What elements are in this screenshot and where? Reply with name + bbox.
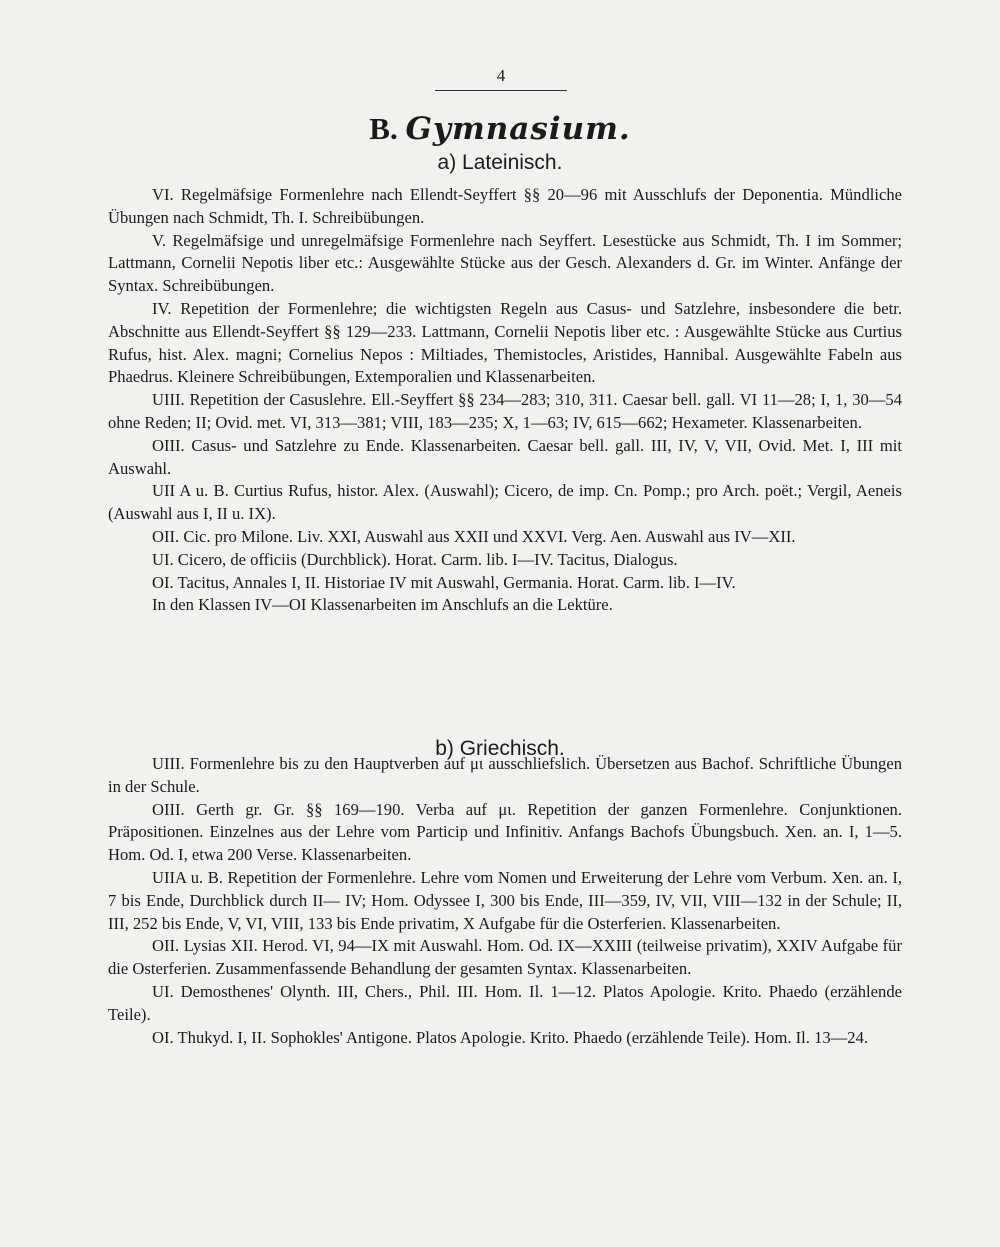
latin-paragraph: VI. Regelmäfsige Formenlehre nach Ellendt-Seyffert §§ 20—96 mit Ausschlufs der Deponentia. Mündliche Übungen nach Schmidt, Th. I. Schreibübungen. [108,185,902,227]
latin-section [108,184,902,617]
latin-paragraph: IV. Repetition der Formenlehre; die wichtigsten Regeln aus Casus- und Satzlehre, insbesondere die betr. Abschnitte aus Ellendt-Seyffert §§ 129—233. Lattmann, Cornelii Nepotis liber etc. : Ausgewählte Stücke aus Curtius Rufus, hist. Alex. magni; Cornelius Nepos : Miltiades, Themistocles, Aristides, Hannibal. Ausgewählte Fabeln aus Phaedrus. Kleinere Schreibübungen, Extemporalien und Klassenarbeiten. [108,298,902,387]
latin-paragraph: OIII. Casus- und Satzlehre zu Ende. Klassenarbeiten. Caesar bell. gall. III, IV, V, VII, Ovid. Met. I, III mit Auswahl. [108,435,902,478]
latin-paragraph: V. Regelmäfsige und unregelmäfsige Formenlehre nach Seyffert. Lesestücke aus Schmidt, Th. I im Sommer; Lattmann, Cornelii Nepotis liber etc.: Ausgewählte Stücke aus der Gesch. Alexanders d. Gr. im Winter. Anfänge der Syntax. Schreibübungen. [108,230,902,296]
latin-paragraph: In den Klassen IV—OI Klassenarbeiten im Anschlufs an die Lektüre. [152,595,613,615]
greek-paragraph: UIIA u. B. Repetition der Formenlehre. Lehre vom Nomen und Erweiterung der Lehre vom Verbum. Xen. an. I, 7 bis Ende, Durchblick durch II— IV; Hom. Odyssee I, 300 bis Ende, III—359, IV, VII, VIII—132 in der Schule; II, III, 252 bis Ende, V, VI, VIII, 133 bis Ende privatim, X Aufgabe für die Osterferien. Klassenarbeiten. [108,867,902,933]
greek-paragraph: OII. Lysias XII. Herod. VI, 94—IX mit Auswahl. Hom. Od. IX—XXIII (teilweise privatim), XXIV Aufgabe für die Osterferien. Zusammenfassende Behandlung der gesamten Syntax. Klassenarbeiten. [108,936,902,979]
greek-paragraph: UI. Demosthenes' Olynth. III, Chers., Phil. III. Hom. Il. 1—12. Platos Apologie. Krito. Phaedo (erzählende Teile). [108,981,902,1024]
section-title-letter: B. [369,111,398,146]
header-rule [435,90,567,91]
page-number: 4 [496,66,506,85]
greek-paragraph: OI. Thukyd. I, II. Sophokles' Antigone. Platos Apologie. Krito. Phaedo (erzählende Teile). Hom. Il. 13—24. [152,1027,869,1047]
latin-heading: a) Lateinisch. [437,151,563,174]
latin-paragraph: UIII. Repetition der Casuslehre. Ell.-Seyffert §§ 234—283; 310, 311. Caesar bell. gall. VI 11—28; I, 1, 30—54 ohne Reden; II; Ovid. met. VI, 313—381; VIII, 183—235; X, 1—63; IV, 615—662; Hexameter. Klassenarbeiten. [108,390,902,432]
section-title-word: Gymnasium. [405,111,631,147]
greek-heading: b) Griechisch. [435,737,565,760]
greek-paragraph: OIII. Gerth gr. Gr. §§ 169—190. Verba auf μι. Repetition der ganzen Formenlehre. Conjunktionen. Präpositionen. Einzelnes aus der Lehre vom Particip und Infinitiv. Anfangs Bachofs Übungsbuch. Xen. an. I, 1—5. Hom. Od. I, etwa 200 Verse. Klassenarbeiten. [108,799,902,865]
section-title [0,110,1000,148]
greek-section [108,753,902,1049]
latin-paragraph: OII. Cic. pro Milone. Liv. XXI, Auswahl aus XXII und XXVI. Verg. Aen. Auswahl aus IV—XII. [152,526,796,546]
latin-paragraph: UII A u. B. Curtius Rufus, histor. Alex. (Auswahl); Cicero, de imp. Cn. Pomp.; pro Arch. poët.; Vergil, Aeneis (Auswahl aus I, II u. IX). [108,481,902,524]
latin-paragraph: OI. Tacitus, Annales I, II. Historiae IV mit Auswahl, Germania. Horat. Carm. lib. I—IV. [152,572,736,592]
greek-paragraph: UIII. Formenlehre bis zu den Hauptverben auf μι ausschliefslich. Übersetzen aus Bachof. Schriftliche Übungen in der Schule. [108,754,902,796]
latin-paragraph: UI. Cicero, de officiis (Durchblick). Horat. Carm. lib. I—IV. Tacitus, Dialogus. [152,549,678,569]
